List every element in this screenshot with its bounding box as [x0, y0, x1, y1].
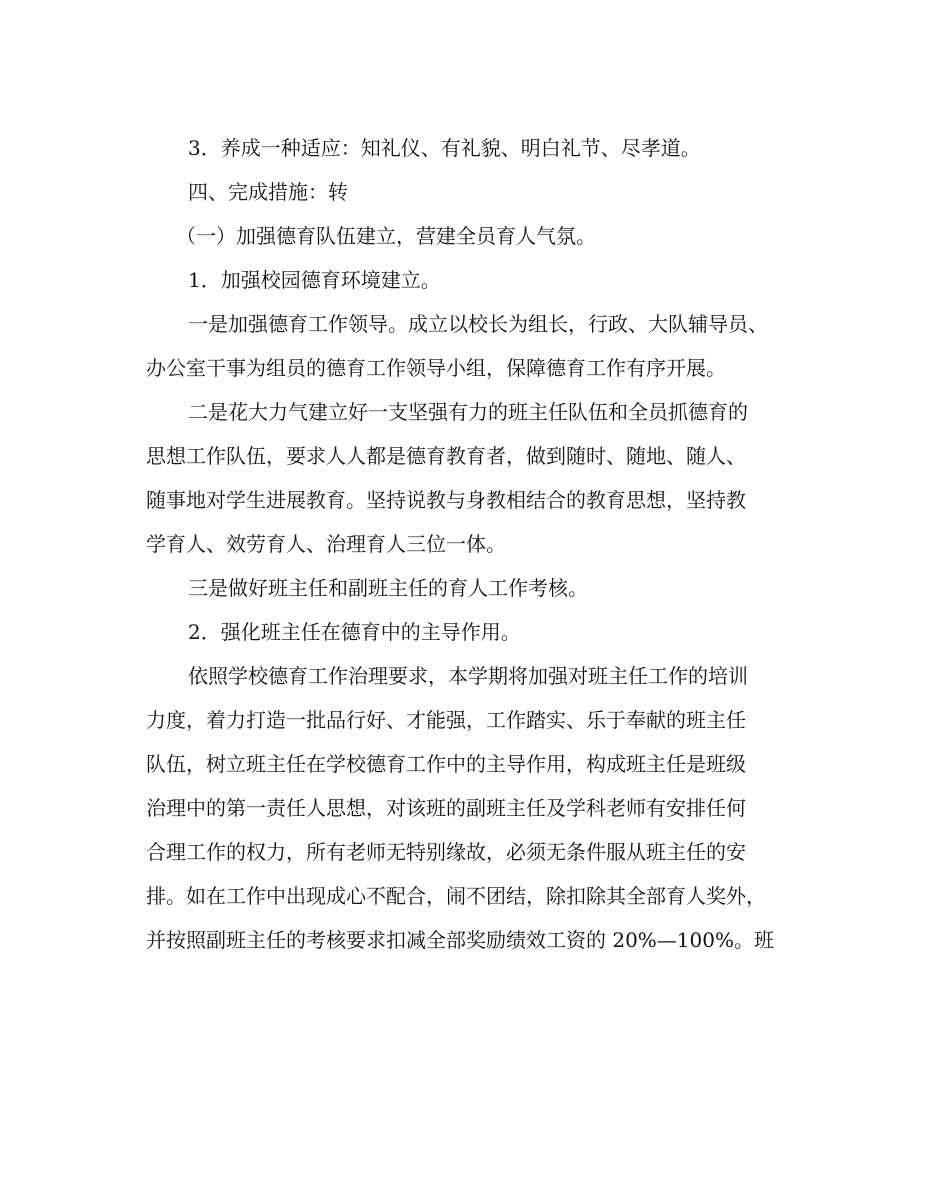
paragraph-line: 治理中的第一责任人思想，对该班的副班主任及学科老师有安排任何	[146, 796, 746, 820]
item-heading-1: 1．加强校园德育环境建立。	[188, 268, 441, 292]
paragraph-line: 思想工作队伍，要求人人都是德育教育者，做到随时、随地、随人、	[146, 444, 746, 468]
document-body	[146, 126, 826, 962]
paragraph-line: 三是做好班主任和副班主任的育人工作考核。	[188, 576, 588, 600]
paragraph-line: 合理工作的权力，所有老师无特别缘故，必须无条件服从班主任的安	[146, 840, 746, 864]
paragraph-line: 学育人、效劳育人、治理育人三位一体。	[146, 532, 506, 556]
paragraph-line: 办公室干事为组员的德育工作领导小组，保障德育工作有序开展。	[146, 356, 726, 380]
paragraph-line: 二是花大力气建立好一支坚强有力的班主任队伍和全员抓德育的	[188, 400, 748, 424]
list-item-3: 3．养成一种适应：知礼仪、有礼貌、明白礼节、尽孝道。	[188, 136, 701, 160]
paragraph-line: 依照学校德育工作治理要求，本学期将加强对班主任工作的培训	[188, 664, 748, 688]
paragraph-line: 力度，着力打造一批品行好、才能强，工作踏实、乐于奉献的班主任	[146, 708, 746, 732]
paragraph-line: 排。如在工作中出现成心不配合，闹不团结，除扣除其全部育人奖外，	[146, 884, 766, 908]
paragraph-line: 一是加强德育工作领导。成立以校长为组长，行政、大队辅导员、	[188, 312, 768, 336]
paragraph-line: 并按照副班主任的考核要求扣减全部奖励绩效工资的 20%—100%。班	[146, 928, 774, 952]
subsection-heading-1: （一）加强德育队伍建立，营建全员育人气氛。	[176, 224, 596, 248]
item-heading-2: 2．强化班主任在德育中的主导作用。	[188, 620, 521, 644]
section-heading-4: 四、完成措施：转	[188, 180, 348, 204]
paragraph-line: 随事地对学生进展教育。坚持说教与身教相结合的教育思想，坚持教	[146, 488, 746, 512]
paragraph-line: 队伍，树立班主任在学校德育工作中的主导作用，构成班主任是班级	[146, 752, 746, 776]
